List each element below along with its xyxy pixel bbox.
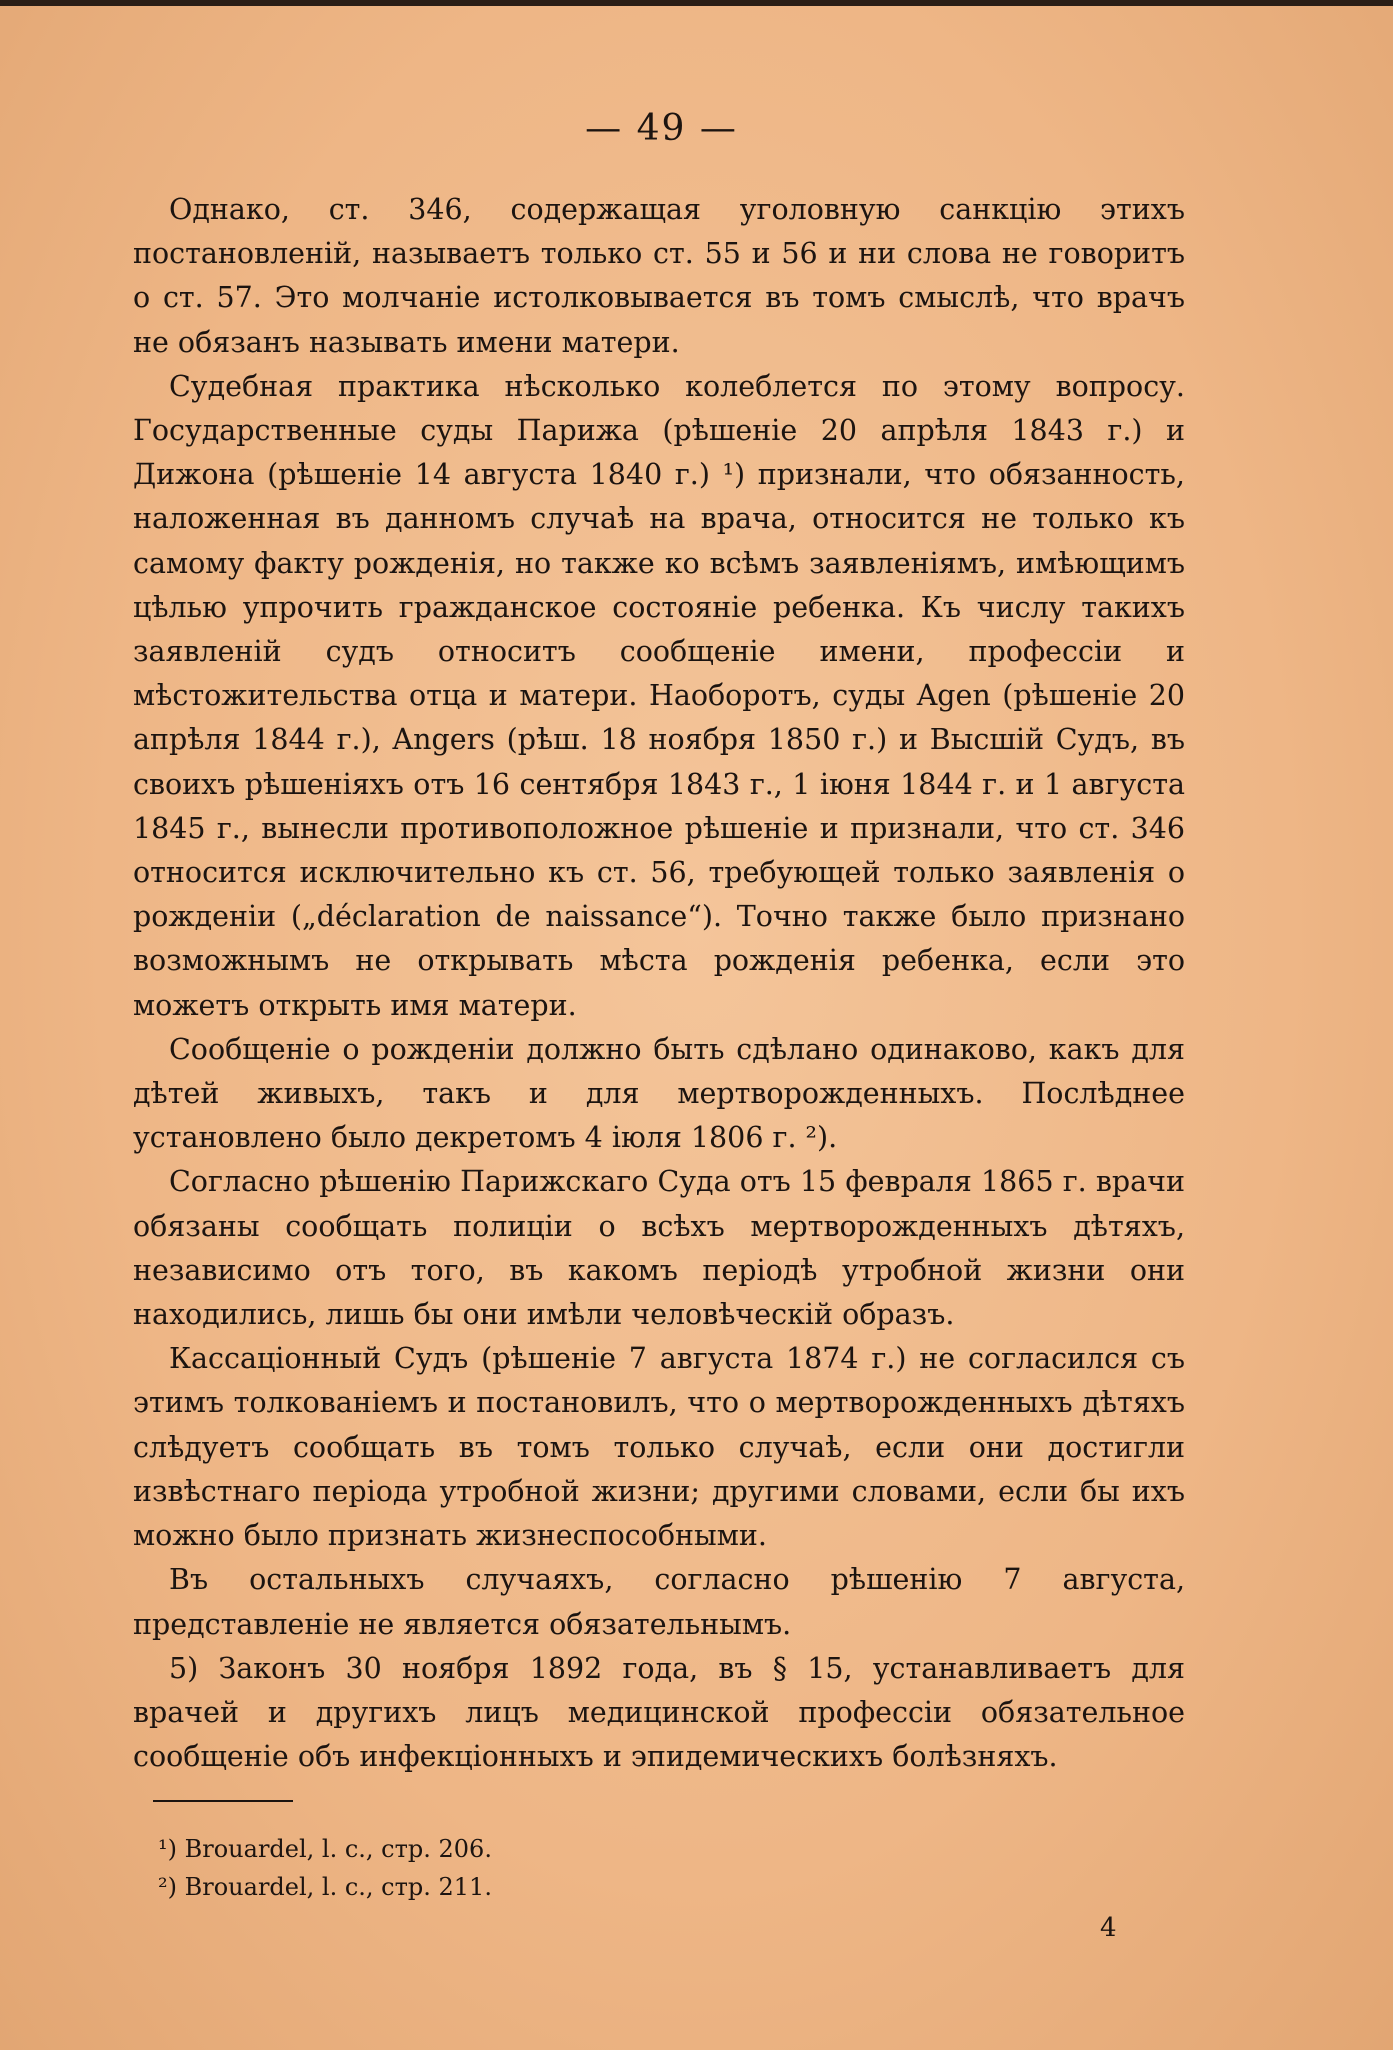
signature-mark: 4 <box>1100 1913 1117 1943</box>
paragraph-3: Сообщеніе о рожденіи должно быть сдѣлано одинаково, какъ для дѣтей живыхъ, такъ и для мертворожденныхъ. Послѣднее установлено было декретомъ 4 іюля 1806 г. ²). <box>133 1032 1185 1155</box>
paragraph-1: Однако, ст. 346, содержащая уголовную санкцію этихъ постановленій, называетъ только ст. 55 и 56 и ни слова не говоритъ о ст. 57. Это молчаніе истолковывается въ томъ смыслѣ, что врачъ не обязанъ называть имени матери. <box>133 193 1185 359</box>
paragraph-4: Согласно рѣшенію Парижскаго Суда отъ 15 февраля 1865 г. врачи обязаны сообщать полиціи о всѣхъ мертворожденныхъ дѣтяхъ, независимо отъ того, въ какомъ періодѣ утробной жизни они находились, лишь бы они имѣли человѣческій образъ. <box>133 1165 1185 1332</box>
paragraph-7: 5) Законъ 30 ноября 1892 года, въ § 15, устанавливаетъ для врачей и другихъ лицъ медицинской профессіи обязательное сообщеніе объ инфекціонныхъ и эпидемическихъ болѣзняхъ. <box>133 1651 1185 1774</box>
paragraph-5: Кассаціонный Судъ (рѣшеніе 7 августа 1874 г.) не согласился съ этимъ толкованіемъ и постановилъ, что о мертворожденныхъ дѣтяхъ слѣдуетъ сообщать въ томъ только случаѣ, если они достигли извѣстнаго періода утробной жизни; другими словами, если бы ихъ можно было признать жизнеспособными. <box>133 1342 1185 1553</box>
page-top-edge <box>0 0 1393 6</box>
footnote-2: ²) Brouardel, l. c., стр. 211. <box>158 1873 492 1901</box>
page-number: — 49 — <box>585 108 738 149</box>
footnote-divider <box>153 1800 293 1802</box>
paragraph-2: Судебная практика нѣсколько колеблется по этому вопросу. Государственные суды Парижа (рѣшеніе 20 апрѣля 1843 г.) и Дижона (рѣшеніе 14 августа 1840 г.) ¹) признали, что обязанность, наложенная въ данномъ случаѣ на врача, относится не только къ самому факту рожденія, но также ко всѣмъ заявленіямъ, имѣющимъ цѣлью упрочить гражданское состояніе ребенка. Къ числу такихъ заявленій судъ относитъ сообщеніе имени, профессіи и мѣстожительства отца и матери. Наоборотъ, суды Agen (рѣшеніе 20 апрѣля 1844 г.), Angers (рѣш. 18 ноября 1850 г.) и Высшій Судъ, въ своихъ рѣшеніяхъ отъ 16 сентября 1843 г., 1 іюня 1844 г. и 1 августа 1845 г., вынесли противоположное рѣшеніе и признали, что ст. 346 относится исключительно къ ст. 56, требующей только заявленія о рожденіи („déclaration de naissance“). Точно также было признано возможнымъ не открывать мѣста рожденія ребенка, если это можетъ открыть имя матери. <box>133 369 1185 1022</box>
body-text <box>133 188 1185 1779</box>
footnotes <box>158 1830 1058 1906</box>
paragraph-6: Въ остальныхъ случаяхъ, согласно рѣшенію 7 августа, представленіе не является обязательнымъ. <box>133 1563 1185 1641</box>
footnote-1: ¹) Brouardel, l. c., стр. 206. <box>158 1835 492 1863</box>
